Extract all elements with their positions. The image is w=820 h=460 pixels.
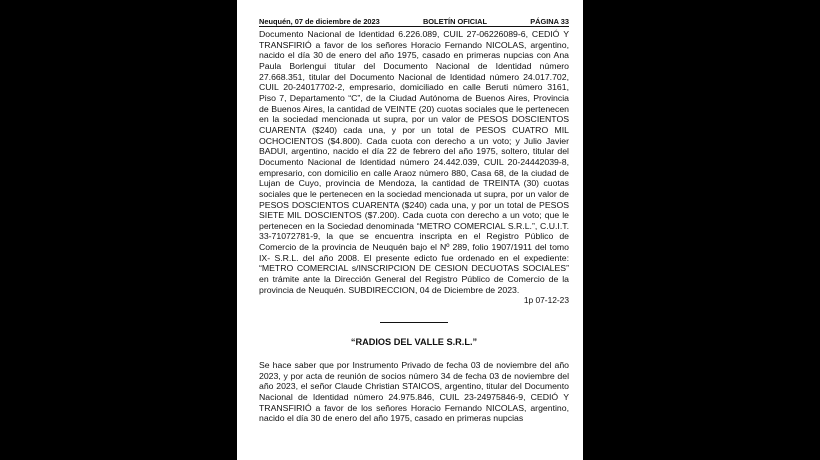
page-content (259, 29, 569, 424)
notice-title: “RADIOS DEL VALLE S.R.L.” (350, 337, 478, 348)
notice-body: Documento Nacional de Identidad 6.226.089, CUIL 27-06226089-6, CEDIÓ Y TRANSFIRIÓ a favor de los señores Horacio Fernando NICOLAS, argentino, nacido el día 30 de enero del año 1975, casado en primeras nupcias con Ana Paula Borlengui titular del Documento Nacional de Identidad número 27.668.351, titular del Documento Nacional de Identidad número 24.017.702, CUIL 20-24017702-2, empresario, domiciliado en calle Beruti número 3161, Piso 7, Departamento “C”, de la Ciudad Autónoma de Buenos Aires, Provincia de Buenos Aires, la cantidad de VEINTE (20) cuotas sociales que le pertenecen en la sociedad mencionada ut supra, por un valor de PESOS DOSCIENTOS CUARENTA ($240) cada una, y por un total de PESOS CUATRO MIL OCHOCIENTOS ($4.800). Cada cuota con derecho a un voto; y Julio Javier BADUI, argentino, nacido el día 22 de febrero del año 1975, soltero, titular del Documento Nacional de Identidad número 24.442.039, CUIL 20-24442039-8, empresario, con domicilio en calle Araoz número 880, Casa 68, de la ciudad de Lujan de Cuyo, provincia de Mendoza, la cantidad de TREINTA (30) cuotas sociales que le pertenecen en la sociedad mencionada ut supra, por un valor de PESOS DOSCIENTOS CUARENTA ($240) cada una, y por un total de PESOS SIETE MIL DOSCIENTOS ($7.200). Cada cuota con derecho a un voto; que le pertenecen en la Sociedad denominada “METRO COMERCIAL S.R.L.”, C.U.I.T. 33-71072781-9, la que se encuentra inscripta en el Registro Público de Comercio de la provincia de Neuquén bajo el Nº 289, folio 1907/1911 del tomo IX- S.R.L. del año 2008. El presente edicto fue ordenado en el expediente: “METRO COMERCIAL s/INSCRIPCION DE CESION DECUOTAS SOCIALES” en trámite ante la Dirección General del Registro Público de Comercio de la provincia de Neuquén. SUBDIRECCION, 04 de Diciembre de 2023. (259, 29, 569, 295)
running-header (259, 12, 569, 26)
header-date: Neuquén, 07 de diciembre de 2023 (259, 17, 380, 26)
publication-reference: 1p 07-12-23 (523, 295, 569, 306)
gazette-page (237, 0, 583, 460)
header-page-number: PÁGINA 33 (530, 17, 569, 26)
notice-divider (380, 322, 448, 323)
header-publication: BOLETÍN OFICIAL (422, 17, 488, 26)
notice-body: Se hace saber que por Instrumento Privado de fecha 03 de noviembre del año 2023, y por acta de reunión de socios número 34 de fecha 03 de noviembre del año 2023, el señor Claude Christian STAICOS, argentino, titular del Documento Nacional de Identidad número 24.975.846, CUIL 23-24975846-9, CEDIÓ Y TRANSFIRIÓ a favor de los señores Horacio Fernando NICOLAS, argentino, nacido el día 30 de enero del año 1975, casado en primeras nupcias (259, 360, 569, 424)
header-rule (259, 26, 569, 27)
